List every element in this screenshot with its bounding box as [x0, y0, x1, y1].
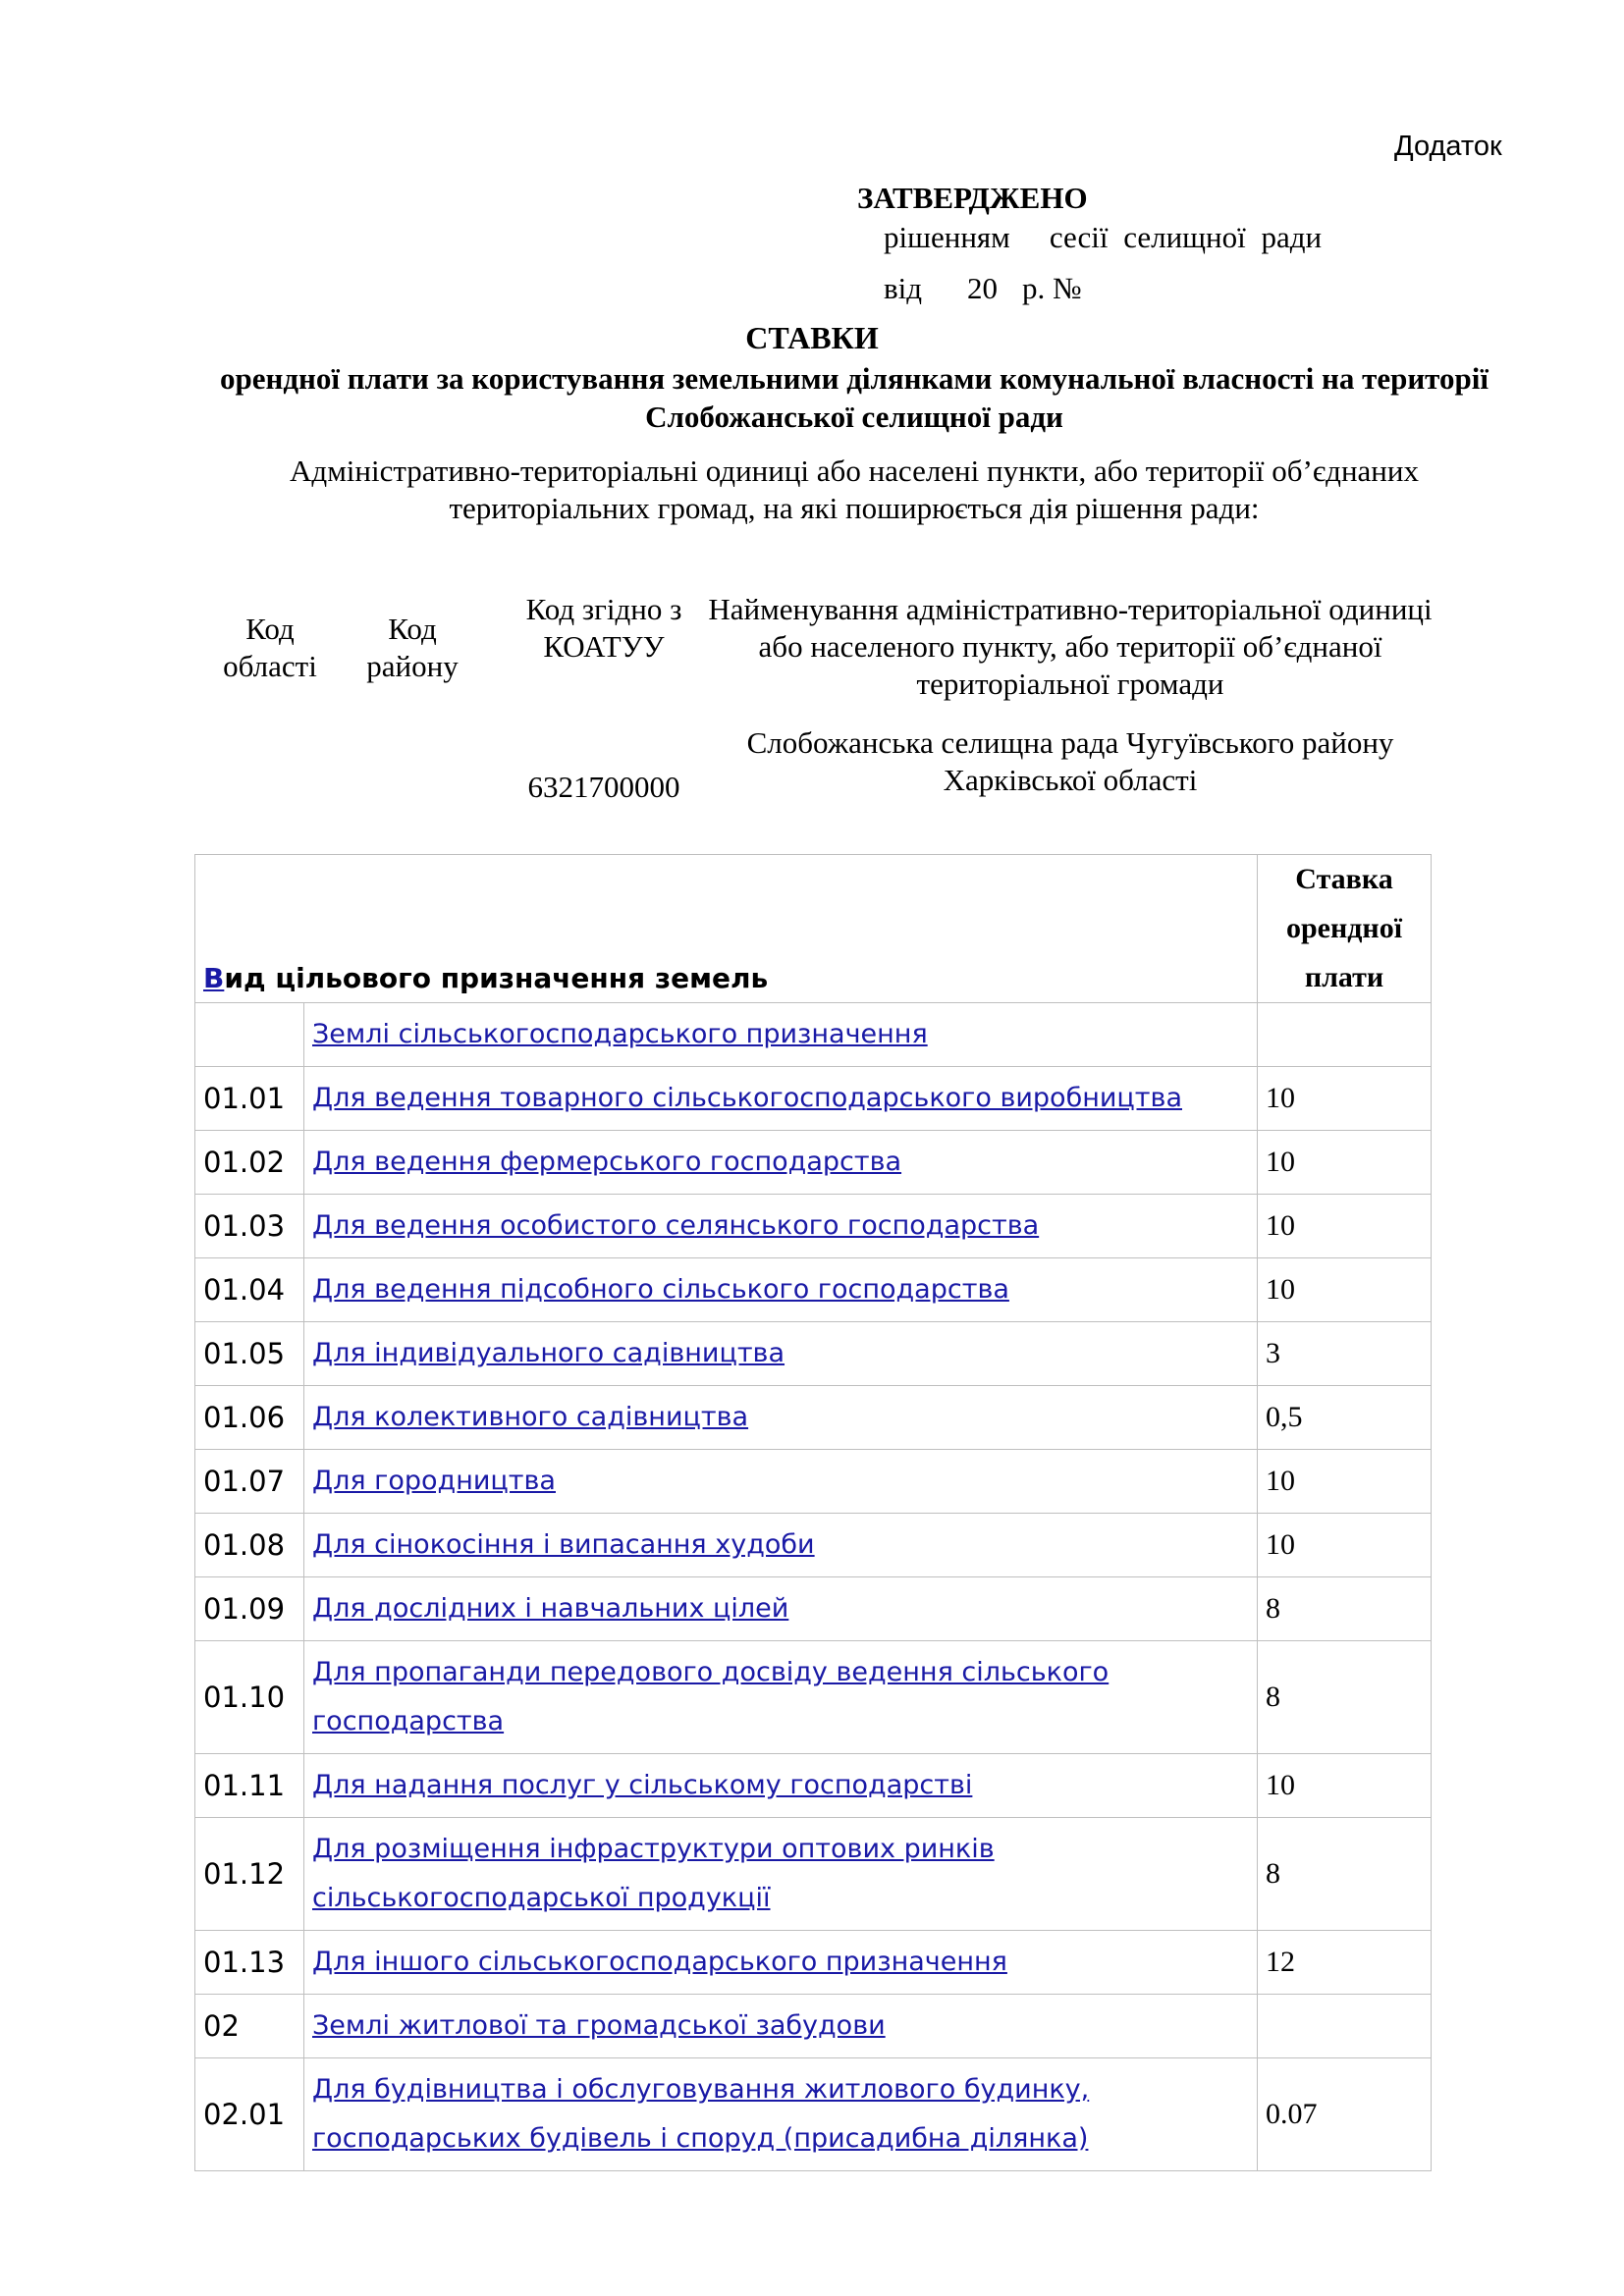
- table-row: [195, 1995, 1432, 2058]
- row-rate: 8: [1258, 1818, 1432, 1931]
- row-rate: 10: [1258, 1067, 1432, 1131]
- row-code: 02: [195, 1995, 304, 2058]
- row-code: 01.08: [195, 1514, 304, 1577]
- row-code: 01.11: [195, 1754, 304, 1818]
- table-row: [195, 1386, 1432, 1450]
- purpose-header-first-letter[interactable]: В: [203, 962, 225, 994]
- table-row: [195, 1131, 1432, 1195]
- table-row: [195, 1818, 1432, 1931]
- row-purpose-link[interactable]: Для колективного садівництва: [312, 1402, 749, 1432]
- table-row: [195, 1754, 1432, 1818]
- approval-decision-word: рішенням: [884, 220, 1010, 254]
- row-code: 01.12: [195, 1818, 304, 1931]
- row-purpose-cell: [304, 1003, 1258, 1067]
- row-purpose-link[interactable]: Для пропаганди передового досвіду ведення сільського господарства: [312, 1657, 1110, 1736]
- table-header-row: [195, 855, 1432, 1003]
- row-purpose-cell: [304, 1754, 1258, 1818]
- row-rate: 8: [1258, 1641, 1432, 1754]
- row-purpose-link[interactable]: Для розміщення інфраструктури оптових ринків сільськогосподарської продукції: [312, 1834, 995, 1913]
- row-code: 01.13: [195, 1931, 304, 1995]
- table-row: [195, 1067, 1432, 1131]
- row-purpose-cell: [304, 2058, 1258, 2171]
- row-code: 01.02: [195, 1131, 304, 1195]
- row-code: 01.09: [195, 1577, 304, 1641]
- row-code: 01.04: [195, 1258, 304, 1322]
- row-code: 01.07: [195, 1450, 304, 1514]
- row-rate: 0,5: [1258, 1386, 1432, 1450]
- row-purpose-link[interactable]: Для будівництва і обслуговування житлового будинку, господарських будівель і споруд (присадибна ділянка): [312, 2074, 1090, 2154]
- approval-year-prefix: 20: [967, 271, 998, 305]
- units-intro-text: Адміністративно-територіальні одиниці або населені пункти, або території об’єднаних територіальних громад, на які поширюється дія рішення ради:: [290, 454, 1419, 525]
- row-rate: [1258, 1995, 1432, 2058]
- row-purpose-cell: [304, 1258, 1258, 1322]
- purpose-header-text: ид цільового призначення земель: [224, 962, 769, 994]
- row-purpose-cell: [304, 1577, 1258, 1641]
- row-rate: 10: [1258, 1450, 1432, 1514]
- approval-session-text: сесії селищної ради: [1049, 220, 1323, 254]
- purpose-column-header: [195, 855, 1258, 1003]
- row-purpose-link[interactable]: Для ведення товарного сільськогосподарського виробництва: [312, 1083, 1182, 1113]
- raion-code-header: Код району: [366, 612, 459, 683]
- row-rate: 3: [1258, 1322, 1432, 1386]
- row-code: 01.05: [195, 1322, 304, 1386]
- unit-name-header: Найменування адміністративно-територіальної одиниці або населеного пункту, або території об’єднаної територіальної громади: [708, 592, 1433, 701]
- document-title: СТАВКИ: [745, 320, 879, 355]
- row-purpose-cell: [304, 1450, 1258, 1514]
- row-rate: 12: [1258, 1931, 1432, 1995]
- row-rate: 0.07: [1258, 2058, 1432, 2171]
- row-rate: 10: [1258, 1258, 1432, 1322]
- row-purpose-link[interactable]: Для городництва: [312, 1466, 556, 1496]
- oblast-code-header: Код області: [223, 612, 317, 683]
- row-purpose-cell: [304, 1931, 1258, 1995]
- table-row: [195, 1003, 1432, 1067]
- row-purpose-link[interactable]: Для ведення підсобного сільського господарства: [312, 1274, 1009, 1305]
- rates-table-body: [195, 855, 1432, 2171]
- row-code: 01.10: [195, 1641, 304, 1754]
- table-row: [195, 2058, 1432, 2171]
- table-row: [195, 1322, 1432, 1386]
- approval-from-word: від: [884, 271, 923, 305]
- approval-date-line: [884, 271, 1082, 306]
- row-rate: 10: [1258, 1131, 1432, 1195]
- row-purpose-cell: [304, 1818, 1258, 1931]
- table-row: [195, 1577, 1432, 1641]
- row-purpose-cell: [304, 1131, 1258, 1195]
- row-rate: 10: [1258, 1195, 1432, 1258]
- row-purpose-link[interactable]: Для сінокосіння і випасання худоби: [312, 1529, 815, 1560]
- approval-title: ЗАТВЕРДЖЕНО: [857, 181, 1088, 215]
- row-purpose-link[interactable]: Для індивідуального садівництва: [312, 1338, 785, 1368]
- row-purpose-link[interactable]: Землі сільськогосподарського призначення: [312, 1019, 928, 1049]
- row-code: 02.01: [195, 2058, 304, 2171]
- row-purpose-cell: [304, 1067, 1258, 1131]
- table-row: [195, 1450, 1432, 1514]
- row-purpose-link[interactable]: Для надання послуг у сільському господарстві: [312, 1770, 973, 1800]
- row-purpose-cell: [304, 1514, 1258, 1577]
- row-code: 01.06: [195, 1386, 304, 1450]
- row-purpose-link[interactable]: Для дослідних і навчальних цілей: [312, 1593, 789, 1624]
- row-code: [195, 1003, 304, 1067]
- row-rate: 10: [1258, 1754, 1432, 1818]
- rates-table: [194, 854, 1432, 2171]
- row-purpose-link[interactable]: Для іншого сільськогосподарського призначення: [312, 1947, 1007, 1977]
- appendix-label: Додаток: [1394, 131, 1502, 162]
- row-rate: 8: [1258, 1577, 1432, 1641]
- row-code: 01.03: [195, 1195, 304, 1258]
- row-purpose-cell: [304, 1641, 1258, 1754]
- document-subtitle: орендної плати за користування земельними ділянками комунальної власності на території Слобожанської селищної ради: [220, 361, 1489, 434]
- row-purpose-cell: [304, 1322, 1258, 1386]
- koatuu-code-value: 6321700000: [527, 770, 680, 804]
- rate-column-header: Ставка орендної плати: [1258, 855, 1432, 1003]
- row-purpose-cell: [304, 1995, 1258, 2058]
- row-purpose-link[interactable]: Землі житлової та громадської забудови: [312, 2010, 886, 2041]
- table-row: [195, 1931, 1432, 1995]
- table-row: [195, 1258, 1432, 1322]
- row-rate: [1258, 1003, 1432, 1067]
- row-purpose-link[interactable]: Для ведення фермерського господарства: [312, 1147, 902, 1177]
- row-purpose-cell: [304, 1386, 1258, 1450]
- row-rate: 10: [1258, 1514, 1432, 1577]
- row-purpose-link[interactable]: Для ведення особистого селянського господарства: [312, 1210, 1040, 1241]
- unit-name-value: Слобожанська селищна рада Чугуївського району Харківської області: [746, 725, 1394, 797]
- koatuu-code-header: Код згідно з КОАТУУ: [525, 592, 682, 664]
- approval-number-label: р. №: [1022, 271, 1082, 305]
- row-purpose-cell: [304, 1195, 1258, 1258]
- table-row: [195, 1514, 1432, 1577]
- table-row: [195, 1195, 1432, 1258]
- row-code: 01.01: [195, 1067, 304, 1131]
- table-row: [195, 1641, 1432, 1754]
- approval-decision-line: [884, 220, 1322, 255]
